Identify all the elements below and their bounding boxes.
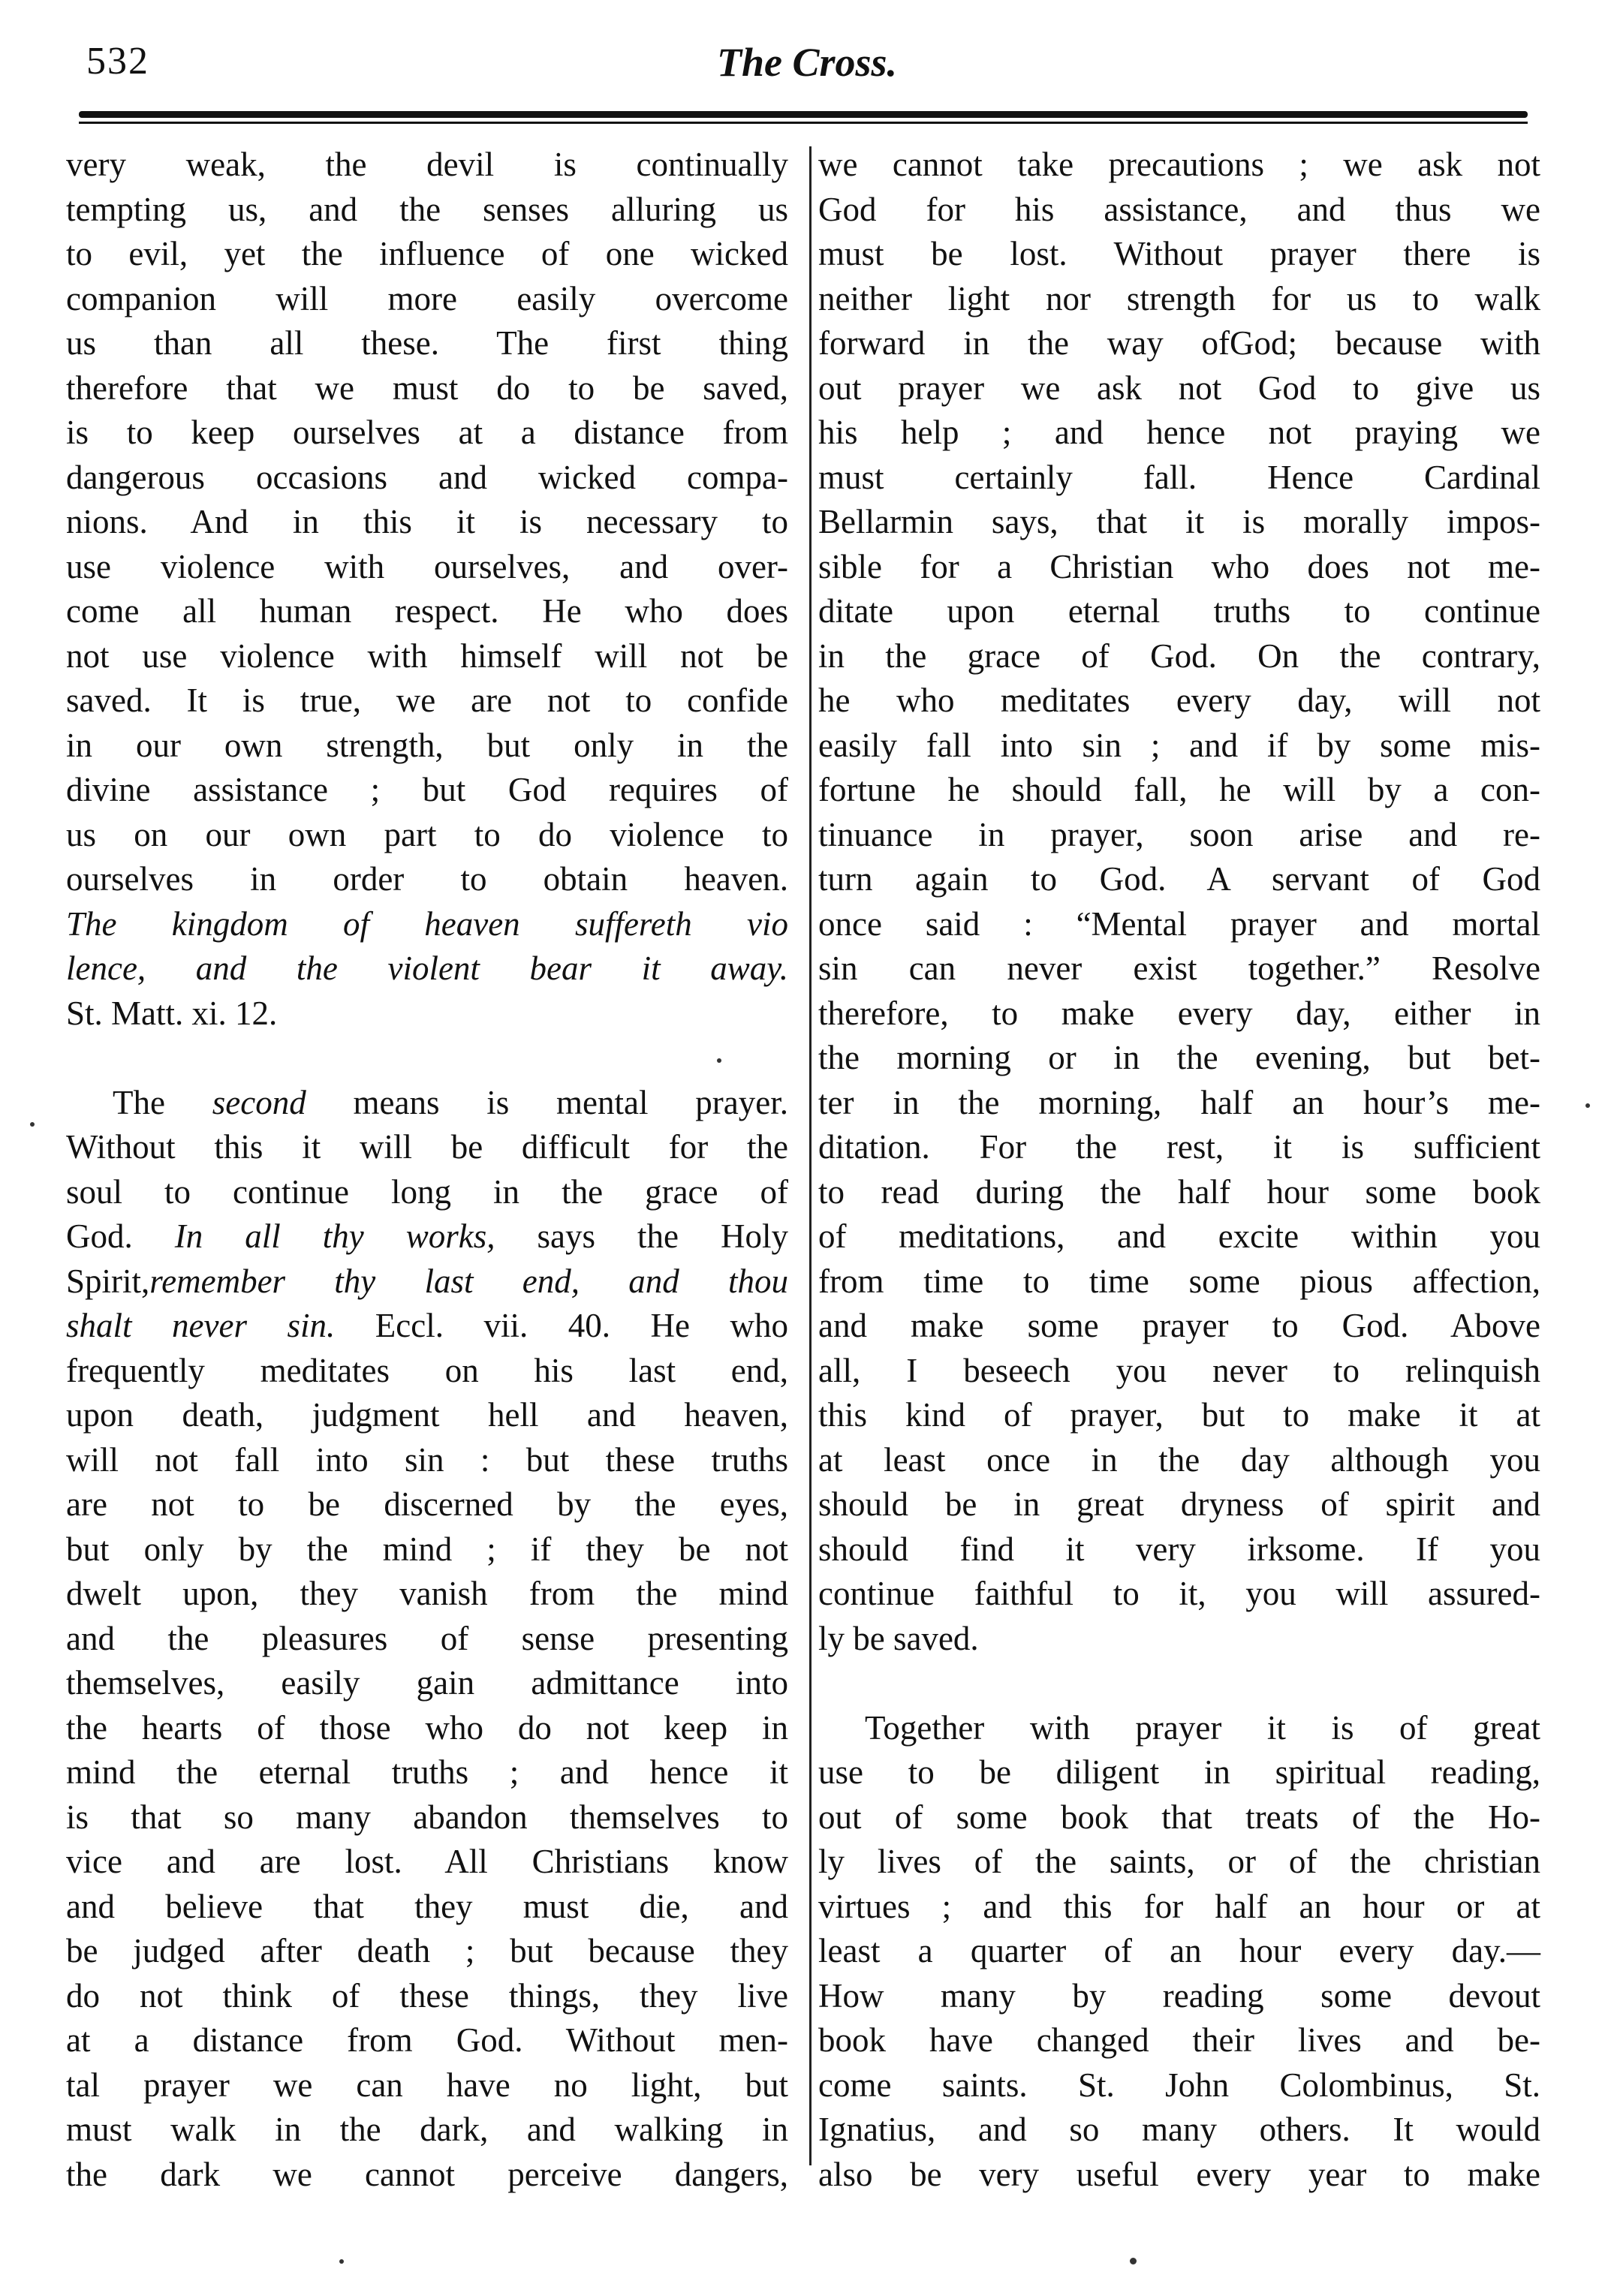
scripture-quote-line: lence, and the violent bear it away. [66,949,788,987]
text-line: the morning or in the evening, but bet- [818,1039,1540,1076]
text-line: must certainly fall. Hence Cardinal [818,458,1540,496]
left-column [66,143,788,2197]
page-number: 532 [86,40,149,83]
text-line: mind the eternal truths ; and hence it [66,1753,788,1791]
running-title: The Cross. [716,40,898,85]
text-line: once said : “Mental prayer and mortal [818,904,1540,943]
paragraph-mental-prayer [66,1081,788,2198]
text-line: Together with prayer it is of great [865,1708,1540,1747]
text-line: must walk in the dark, and walking in [66,2111,788,2148]
text-line: upon death, judgment hell and heaven, [66,1396,788,1434]
text-line: in the grace of God. On the contrary, [818,636,1540,675]
text-line: least a quarter of an hour every day.— [818,1932,1540,1970]
right-column [818,143,1540,2197]
text-line: in our own strength, but only in the [66,726,788,764]
text-line: The second means is mental prayer. [113,1083,788,1121]
text-line: therefore, to make every day, either in [818,994,1540,1032]
text-line: are not to be discerned by the eyes, [66,1485,788,1523]
text-line: vice and are lost. All Christians know [66,1843,788,1880]
text-line: use violence with ourselves, and over- [66,547,788,585]
text-line: but only by the mind ; if they be not [66,1530,788,1568]
scripture-quote: remember thy last end, and thou [149,1262,788,1300]
text-line: God. In all thy works, says the Holy [66,1217,789,1255]
text-line: to evil, yet the influence of one wicked [66,235,788,272]
text-line: us than all these. The first thing [66,324,788,362]
text-line: ly lives of the saints, or of the christian [818,1843,1540,1880]
text-line: neither light nor strength for us to walk [818,279,1540,317]
text-line: come all human respect. He who does [66,592,788,630]
scripture-quote: shalt never sin. [66,1307,336,1344]
print-speck [30,1122,35,1127]
text-line: be judged after death ; but because they [66,1932,788,1970]
text-line: saved. It is true, we are not to confide [66,682,788,719]
text-line: ditate upon eternal truths to continue [818,592,1540,630]
paragraph-prayer-resolve [818,143,1540,1661]
print-speck [717,1058,721,1063]
scripture-reference: St. Matt. xi. 12. [66,994,278,1032]
scripture-quote-line: The kingdom of heaven suffereth vio [66,904,788,943]
text-line: ly be saved. [818,1619,979,1657]
text-line: the dark we cannot perceive dangers, [66,2155,788,2193]
text-line: tempting us, and the senses alluring us [66,190,788,228]
text-line: do not think of these things, they live [66,1976,788,2015]
text-line: also be very useful every year to make [818,2155,1540,2193]
text-line: is that so many abandon themselves to [66,1798,788,1836]
text-line: should find it very irksome. If you [818,1530,1540,1568]
text-line: he who meditates every day, will not [818,682,1540,719]
text-line: easily fall into sin ; and if by some mis- [818,726,1540,764]
text-line: nions. And in this it is necessary to [66,503,788,540]
text-line: us on our own part to do violence to [66,815,788,853]
text-line: at least once in the day although you [818,1440,1540,1479]
text-line: dangerous occasions and wicked compa- [66,458,788,496]
text-line: therefore that we must do to be saved, [66,369,788,407]
text-line: use to be diligent in spiritual reading, [818,1753,1540,1791]
text-line: Bellarmin says, that it is morally impos- [818,503,1540,540]
print-speck [1130,2258,1137,2264]
text-line: is to keep ourselves at a distance from [66,414,788,451]
text-line: out prayer we ask not God to give us [818,369,1540,407]
text-line: Without this it will be difficult for the [66,1128,788,1166]
text-line: themselves, easily gain admittance into [66,1664,788,1702]
text-line: from time to time some pious affection, [818,1262,1540,1300]
text-line: his help ; and hence not praying we [818,414,1540,451]
text-line: should be in great dryness of spirit and [818,1485,1540,1523]
text-line: must be lost. Without prayer there is [818,235,1540,272]
text-line: ourselves in order to obtain heaven. [66,860,788,898]
text-line: God for his assistance, and thus we [818,190,1540,228]
text-line: all, I beseech you never to relinquish [818,1351,1540,1389]
text-line: How many by reading some devout [818,1976,1540,2015]
text-line: shalt never sin. Eccl. vii. 40. He who [66,1307,788,1344]
header-rule-thin [79,122,1528,124]
text-line: forward in the way ofGod; because with [818,324,1540,362]
text-line: ditation. For the rest, it is sufficient [818,1128,1540,1166]
text-line: ter in the morning, half an hour’s me- [818,1083,1540,1121]
text-line: Spirit,remember thy last end, and thou [66,1262,788,1300]
text-line: sin can never exist together.” Resolve [818,949,1540,987]
text-line: tinuance in prayer, soon arise and re- [818,815,1540,853]
text-line: fortune he should fall, he will by a con- [818,771,1540,808]
emphasis: second [212,1083,306,1121]
text-line: soul to continue long in the grace of [66,1172,788,1211]
text-line: and the pleasures of sense presenting [66,1619,788,1657]
text-line: frequently meditates on his last end, [66,1351,788,1389]
text-line: we cannot take precautions ; we ask not [818,146,1540,183]
text-line: and make some prayer to God. Above [818,1307,1540,1344]
text-line: companion will more easily overcome [66,279,788,317]
text-line: out of some book that treats of the Ho- [818,1798,1540,1836]
text-line: of meditations, and excite within you [818,1217,1540,1255]
print-speck [1585,1103,1590,1108]
text-line: come saints. St. John Colombinus, St. [818,2066,1540,2104]
text-line: sible for a Christian who does not me- [818,547,1540,585]
text-line: tal prayer we can have no light, but [66,2066,788,2104]
page-header [0,39,1614,99]
text-line: at a distance from God. Without men- [66,2021,788,2059]
text-line: Ignatius, and so many others. It would [818,2111,1540,2148]
text-line: divine assistance ; but God requires of [66,771,788,808]
text-line: this kind of prayer, but to make it at [818,1396,1540,1434]
column-divider [809,146,812,2165]
paragraph-spiritual-reading [818,1706,1540,2198]
print-speck [339,2259,344,2264]
text-line: very weak, the devil is continually [66,146,788,183]
paragraph-violence [66,143,788,1036]
text-line: to read during the half hour some book [818,1172,1540,1211]
text-line: the hearts of those who do not keep in [66,1708,788,1747]
text-line: dwelt upon, they vanish from the mind [66,1575,788,1612]
text-line: virtues ; and this for half an hour or at [818,1887,1540,1925]
text-line: turn again to God. A servant of God [818,860,1540,898]
text-line: continue faithful to it, you will assured- [818,1575,1540,1612]
text-line: and believe that they must die, and [66,1887,788,1925]
scripture-quote: In all thy works, [174,1217,495,1255]
text-line: not use violence with himself will not be [66,636,788,675]
text-line: book have changed their lives and be- [818,2021,1540,2059]
header-rule [79,111,1528,118]
text-line: will not fall into sin : but these truths [66,1440,788,1479]
